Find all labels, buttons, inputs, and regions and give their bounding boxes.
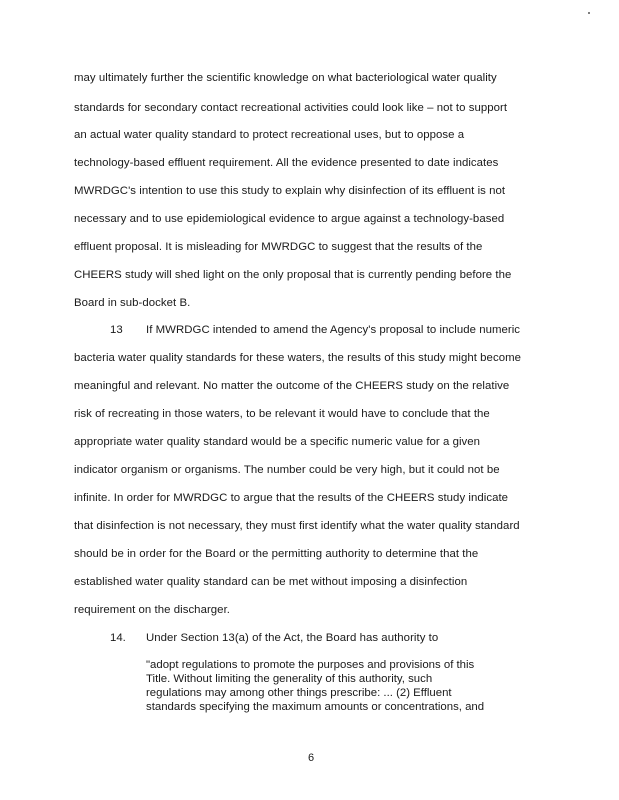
text-line: appropriate water quality standard would be a specific numeric value for a given (74, 436, 481, 448)
paragraph-number: 14. (110, 632, 126, 644)
text-line: standards for secondary contact recreational activities could look like – not to support (74, 102, 508, 114)
text-line: that disinfection is not necessary, they must first identify what the water quality standard (74, 520, 520, 532)
text-line: If MWRDGC intended to amend the Agency's proposal to include numeric (146, 324, 521, 336)
text-line: Under Section 13(a) of the Act, the Board has authority to (146, 632, 439, 644)
text-line: indicator organism or organisms. The number could be very high, but it could not be (74, 464, 500, 476)
text-line: established water quality standard can be met without imposing a disinfection (74, 576, 468, 588)
page-number: 6 (308, 752, 315, 764)
text-line: CHEERS study will shed light on the only proposal that is currently pending before the (74, 269, 512, 281)
text-line: necessary and to use epidemiological evidence to argue against a technology-based (74, 213, 505, 225)
scan-speck (588, 12, 590, 14)
block-quote-line: regulations may among other things prescribe: ... (2) Effluent (146, 687, 452, 699)
text-line: meaningful and relevant. No matter the outcome of the CHEERS study on the relative (74, 380, 510, 392)
text-line: effluent proposal. It is misleading for MWRDGC to suggest that the results of the (74, 241, 483, 253)
text-line: MWRDGC's intention to use this study to explain why disinfection of its effluent is not (74, 185, 506, 197)
text-line: Board in sub-docket B. (74, 297, 191, 309)
text-line: bacteria water quality standards for these waters, the results of this study might become (74, 352, 521, 364)
text-line: infinite. In order for MWRDGC to argue that the results of the CHEERS study indicate (74, 492, 509, 504)
text-line: should be in order for the Board or the permitting authority to determine that the (74, 548, 479, 560)
block-quote-line: standards specifying the maximum amounts or concentrations, and (146, 701, 485, 713)
text-line: requirement on the discharger. (74, 604, 230, 616)
text-line: technology-based effluent requirement. All the evidence presented to date indicates (74, 157, 499, 169)
block-quote-line: Title. Without limiting the generality of this authority, such (146, 673, 433, 685)
text-line: may ultimately further the scientific knowledge on what bacteriological water quality (74, 72, 497, 84)
text-line: risk of recreating in those waters, to be relevant it would have to conclude that the (74, 408, 490, 420)
paragraph-number: 13 (110, 324, 123, 336)
block-quote-line: "adopt regulations to promote the purposes and provisions of this (146, 659, 475, 671)
text-line: an actual water quality standard to protect recreational uses, but to oppose a (74, 129, 465, 141)
